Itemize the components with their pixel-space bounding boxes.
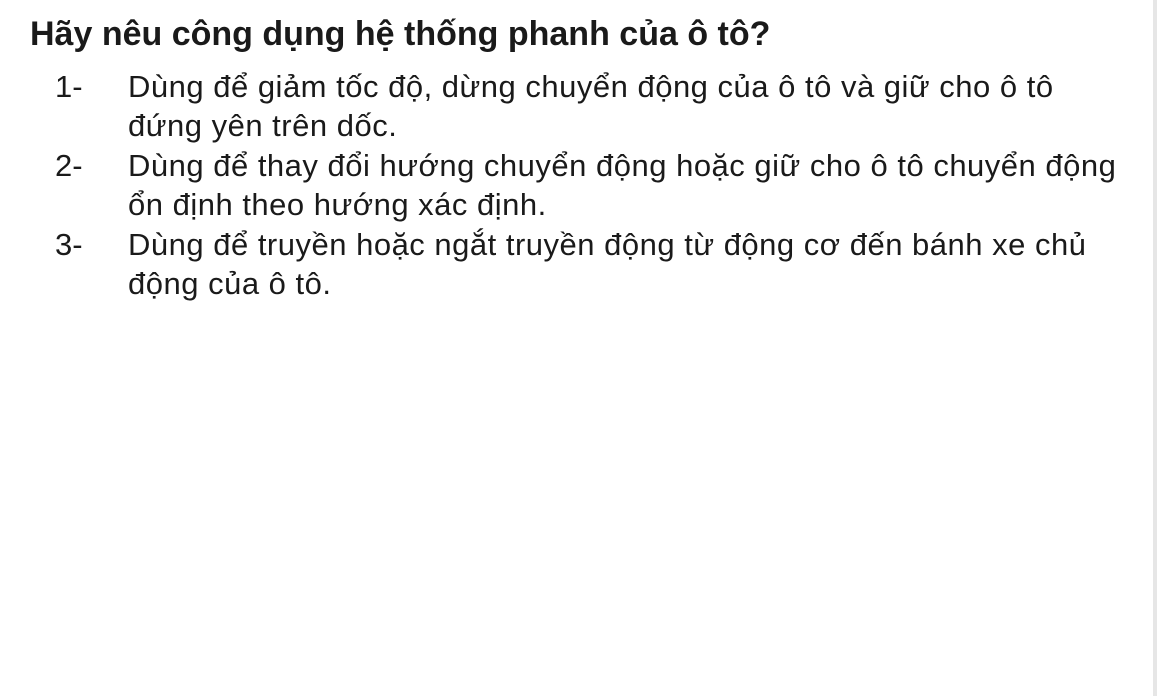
question-text: Hãy nêu công dụng hệ thống phanh của ô tô?	[30, 15, 771, 53]
option-text: Dùng để thay đổi hướng chuyển động hoặc giữ cho ô tô chuyển động ổn định theo hướng xác định.	[128, 148, 1117, 222]
answer-option-3	[55, 226, 1135, 303]
option-number: 1-	[55, 69, 83, 104]
option-text: Dùng để giảm tốc độ, dừng chuyển động của ô tô và giữ cho ô tô đứng yên trên dốc.	[128, 69, 1054, 143]
option-text: Dùng để truyền hoặc ngắt truyền động từ động cơ đến bánh xe chủ động của ô tô.	[128, 227, 1087, 301]
page-edge-divider	[1153, 0, 1157, 696]
option-number: 2-	[55, 148, 83, 183]
option-number: 3-	[55, 227, 83, 262]
answer-options-list	[55, 68, 1135, 305]
answer-option-1	[55, 68, 1135, 145]
answer-option-2	[55, 147, 1135, 224]
